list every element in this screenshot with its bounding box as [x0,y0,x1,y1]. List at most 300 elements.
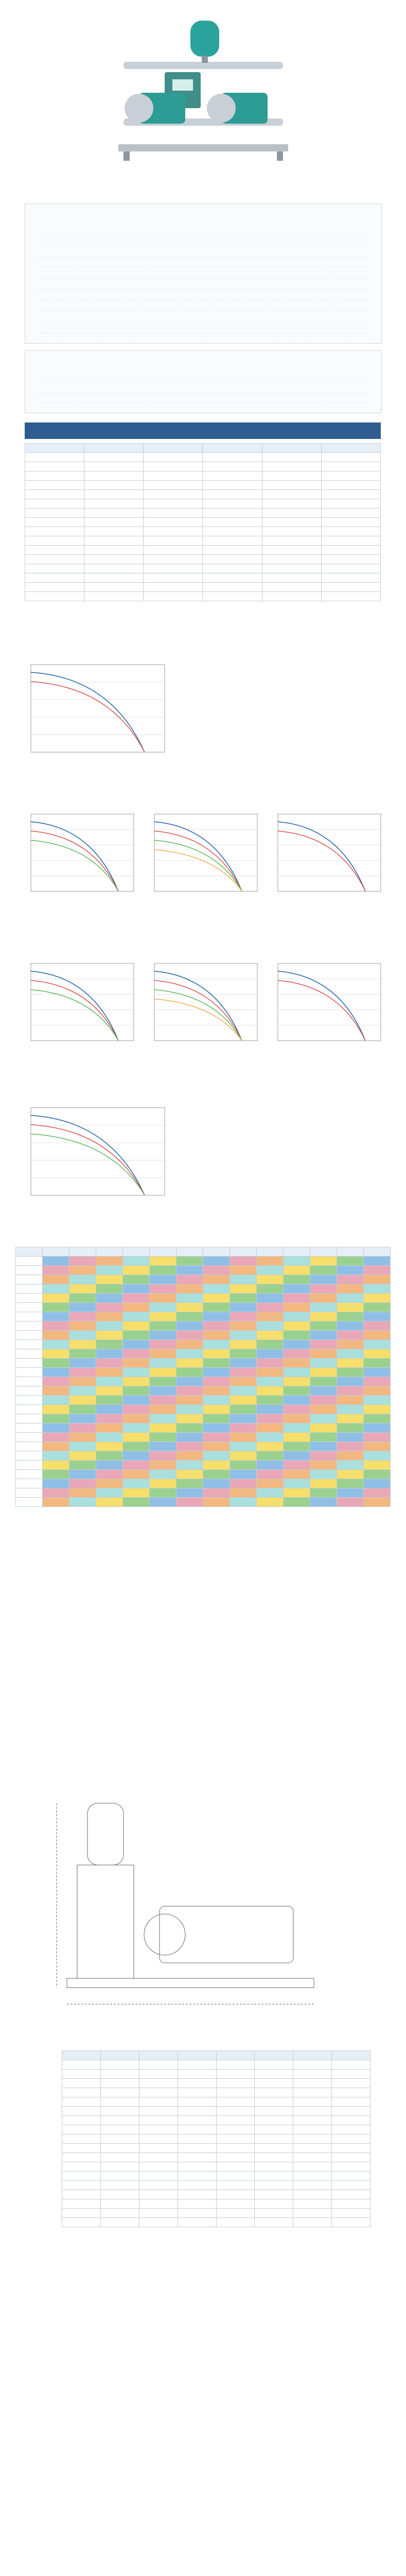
table-cell [69,1275,96,1284]
dimension-table [62,2050,370,2227]
table-cell [62,2125,101,2134]
table-cell [62,2172,101,2181]
table-cell [96,1488,123,1498]
table-cell [257,1266,284,1275]
table-cell [69,1303,96,1312]
table-cell [139,2079,178,2088]
table-cell [16,1405,43,1414]
performance-curve [278,831,365,891]
table-cell [150,1442,176,1451]
feature-line [36,246,370,257]
table-cell [332,2199,370,2209]
table-cell [96,1257,123,1266]
table-cell [216,2218,255,2227]
table-cell [176,1284,203,1294]
table-cell [257,1294,284,1303]
table-cell [96,1396,123,1405]
table-cell [216,2144,255,2153]
table-cell [96,1294,123,1303]
table-cell [364,1368,391,1377]
table-cell [144,490,203,499]
curve-chart [154,963,257,1041]
table-cell [203,1470,230,1479]
table-cell [284,1349,310,1359]
table-cell [293,2199,332,2209]
product-photo-section [0,0,406,196]
table-cell [293,2079,332,2088]
feature-line [36,311,370,322]
table-cell [25,564,84,573]
table-cell [337,1368,364,1377]
table-cell [176,1433,203,1442]
table-cell [43,1461,69,1470]
table-cell [139,2162,178,2172]
table-cell [150,1284,176,1294]
table-cell [150,1479,176,1488]
table-cell [150,1266,176,1275]
table-cell [100,2051,139,2060]
table-cell [123,1451,150,1461]
table-cell [139,2070,178,2079]
table-cell [262,471,321,481]
table-cell [25,462,84,471]
table-cell [255,2162,293,2172]
table-row [16,1294,391,1303]
table-cell [310,1312,337,1321]
table-cell [96,1498,123,1507]
table-cell [310,1257,337,1266]
table-cell [100,2070,139,2079]
table-cell [176,1340,203,1349]
table-cell [284,1386,310,1396]
table-cell [100,2162,139,2172]
table-cell [216,2181,255,2190]
table-row [25,592,381,601]
table-cell [96,1414,123,1423]
table-cell [216,2097,255,2107]
table-cell [16,1321,43,1331]
table-cell [69,1461,96,1470]
table-cell [69,1257,96,1266]
table-row [16,1247,391,1257]
table-cell [16,1266,43,1275]
table-cell [203,1368,230,1377]
table-cell [178,2097,216,2107]
table-cell [43,1442,69,1451]
table-cell [123,1433,150,1442]
table-cell [310,1488,337,1498]
table-cell [69,1423,96,1433]
table-cell [84,536,144,546]
table-cell [293,2097,332,2107]
table-cell [321,518,380,527]
table-row [16,1498,391,1507]
table-cell [62,2218,101,2227]
features-box [25,204,382,344]
table-cell [123,1488,150,1498]
table-cell [100,2218,139,2227]
table-cell [16,1386,43,1396]
table-cell [178,2116,216,2125]
performance-curves [0,644,406,1236]
table-cell [123,1247,150,1257]
table-cell [230,1349,257,1359]
curve-chart [31,1108,165,1195]
table-cell [262,536,321,546]
table-cell [257,1396,284,1405]
table-cell [43,1303,69,1312]
table-cell [284,1442,310,1451]
table-cell [364,1359,391,1368]
table-cell [96,1303,123,1312]
table-cell [84,583,144,592]
table-cell [16,1312,43,1321]
table-cell [230,1294,257,1303]
table-cell [96,1405,123,1414]
table-cell [230,1368,257,1377]
table-cell [332,2153,370,2162]
table-cell [178,2144,216,2153]
table-cell [230,1414,257,1423]
table-cell [139,2181,178,2190]
table-cell [123,1498,150,1507]
table-cell [84,592,144,601]
table-cell [203,1359,230,1368]
table-cell [178,2051,216,2060]
table-cell [84,555,144,564]
table-cell [255,2134,293,2144]
table-cell [69,1488,96,1498]
table-cell [16,1257,43,1266]
table-cell [257,1377,284,1386]
table-cell [321,490,380,499]
electrical-title [10,2571,396,2576]
feature-line [36,290,370,300]
table-cell [84,453,144,462]
table-cell [230,1461,257,1470]
table-cell [310,1423,337,1433]
table-cell [216,2153,255,2162]
table-cell [364,1423,391,1433]
performance-curve [154,999,242,1041]
table-cell [84,462,144,471]
table-cell [123,1331,150,1340]
table-cell [203,1257,230,1266]
table-cell [178,2181,216,2190]
table-row [16,1386,391,1396]
table-row [62,2162,370,2172]
table-cell [144,444,203,453]
dimension-drawing [46,1783,355,2025]
chart-frame [31,665,165,752]
table-cell [62,2209,101,2218]
table-cell [69,1433,96,1442]
table-cell [123,1340,150,1349]
table-cell [144,592,203,601]
table-cell [262,546,321,555]
table-cell [293,2088,332,2097]
table-cell [230,1321,257,1331]
table-cell [96,1451,123,1461]
table-cell [364,1377,391,1386]
table-cell [69,1266,96,1275]
table-cell [332,2107,370,2116]
table-cell [332,2190,370,2199]
curve-chart [31,665,165,752]
table-cell [262,499,321,509]
table-cell [203,1266,230,1275]
table-cell [262,583,321,592]
table-cell [43,1396,69,1405]
table-row [16,1284,391,1294]
table-cell [43,1386,69,1396]
table-cell [96,1368,123,1377]
table-cell [203,453,262,462]
table-cell [255,2107,293,2116]
table-row [25,555,381,564]
table-row [62,2070,370,2079]
table-cell [144,555,203,564]
table-cell [100,2209,139,2218]
table-cell [139,2097,178,2107]
table-cell [262,453,321,462]
table-cell [62,2097,101,2107]
table-row [62,2153,370,2162]
table-cell [321,536,380,546]
table-cell [96,1266,123,1275]
table-cell [257,1470,284,1479]
table-cell [123,1303,150,1312]
table-cell [284,1359,310,1368]
table-cell [123,1461,150,1470]
table-cell [96,1349,123,1359]
table-cell [144,499,203,509]
table-cell [293,2134,332,2144]
table-cell [139,2051,178,2060]
table-cell [25,555,84,564]
table-cell [332,2134,370,2144]
table-cell [16,1461,43,1470]
table-cell [178,2153,216,2162]
table-cell [216,2088,255,2097]
table-cell [62,2079,101,2088]
table-cell [364,1396,391,1405]
table-cell [150,1294,176,1303]
table-cell [284,1451,310,1461]
table-cell [364,1266,391,1275]
table-cell [364,1349,391,1359]
table-cell [284,1368,310,1377]
table-row [25,471,381,481]
table-cell [69,1331,96,1340]
table-row [16,1275,391,1284]
table-cell [203,490,262,499]
table-row [25,490,381,499]
table-cell [69,1414,96,1423]
table-cell [284,1423,310,1433]
table-cell [284,1312,310,1321]
table-cell [230,1433,257,1442]
table-cell [150,1423,176,1433]
table-cell [230,1266,257,1275]
table-cell [100,2190,139,2199]
performance-curve [31,971,118,1041]
table-cell [43,1257,69,1266]
table-cell [230,1340,257,1349]
table-cell [150,1488,176,1498]
table-cell [203,1414,230,1423]
table-cell [84,518,144,527]
table-cell [16,1377,43,1386]
table-cell [16,1396,43,1405]
table-cell [69,1405,96,1414]
table-cell [321,444,380,453]
table-cell [96,1470,123,1479]
table-row [25,499,381,509]
curve-chart [278,814,381,891]
table-cell [310,1294,337,1303]
table-cell [293,2107,332,2116]
table-row [16,1377,391,1386]
table-cell [43,1414,69,1423]
table-cell [176,1442,203,1451]
performance-curve [31,1115,145,1195]
table-cell [150,1331,176,1340]
table-cell [216,2079,255,2088]
table-cell [255,2125,293,2134]
table-cell [284,1294,310,1303]
table-cell [310,1396,337,1405]
table-cell [332,2116,370,2125]
table-row [16,1479,391,1488]
table-cell [364,1303,391,1312]
table-cell [176,1498,203,1507]
table-cell [257,1461,284,1470]
table-cell [100,2116,139,2125]
table-cell [284,1266,310,1275]
table-cell [216,2051,255,2060]
table-cell [230,1423,257,1433]
table-cell [84,471,144,481]
table-cell [230,1498,257,1507]
table-cell [25,536,84,546]
table-cell [100,2060,139,2070]
table-cell [255,2060,293,2070]
table-cell [62,2088,101,2097]
table-cell [176,1294,203,1303]
table-cell [364,1321,391,1331]
chart-frame [278,963,381,1041]
table-cell [364,1479,391,1488]
table-cell [364,1284,391,1294]
table-cell [364,1451,391,1461]
table-cell [176,1257,203,1266]
table-cell [284,1247,310,1257]
table-cell [150,1433,176,1442]
table-cell [337,1377,364,1386]
table-cell [43,1294,69,1303]
table-cell [178,2172,216,2181]
table-cell [332,2181,370,2190]
table-cell [310,1284,337,1294]
table-cell [176,1470,203,1479]
photo-caption [0,174,406,183]
table-cell [69,1386,96,1396]
table-cell [123,1479,150,1488]
table-cell [257,1359,284,1368]
table-cell [203,573,262,583]
table-cell [310,1331,337,1340]
table-cell [230,1331,257,1340]
table-cell [332,2060,370,2070]
table-cell [84,499,144,509]
table-cell [84,573,144,583]
table-cell [123,1275,150,1284]
table-cell [123,1405,150,1414]
table-cell [96,1442,123,1451]
table-cell [262,509,321,518]
table-row [25,518,381,527]
table-cell [43,1275,69,1284]
table-cell [69,1340,96,1349]
curve-chart [278,963,381,1041]
table-cell [139,2134,178,2144]
table-cell [69,1498,96,1507]
table-cell [139,2172,178,2181]
table-row [16,1331,391,1340]
table-cell [62,2153,101,2162]
table-cell [123,1470,150,1479]
table-cell [257,1303,284,1312]
table-cell [43,1488,69,1498]
table-cell [203,471,262,481]
table-cell [43,1284,69,1294]
table-cell [364,1461,391,1470]
table-cell [337,1303,364,1312]
table-cell [284,1498,310,1507]
table-cell [337,1294,364,1303]
table-cell [25,592,84,601]
usage-line [36,371,370,382]
table-cell [178,2218,216,2227]
table-cell [257,1340,284,1349]
table-cell [96,1359,123,1368]
table-cell [144,481,203,490]
table-cell [293,2060,332,2070]
feature-line [36,257,370,268]
table-cell [230,1247,257,1257]
table-cell [176,1266,203,1275]
table-cell [96,1461,123,1470]
table-cell [310,1479,337,1488]
table-cell [337,1461,364,1470]
table-cell [123,1377,150,1386]
table-cell [337,1488,364,1498]
table-cell [178,2079,216,2088]
table-cell [100,2153,139,2162]
table-cell [262,462,321,471]
table-cell [310,1368,337,1377]
table-row [62,2116,370,2125]
table-cell [62,2107,101,2116]
table-cell [178,2209,216,2218]
feature-line [36,300,370,311]
table-cell [203,1294,230,1303]
table-cell [257,1257,284,1266]
functions-table [25,443,381,601]
table-cell [321,453,380,462]
table-cell [150,1451,176,1461]
